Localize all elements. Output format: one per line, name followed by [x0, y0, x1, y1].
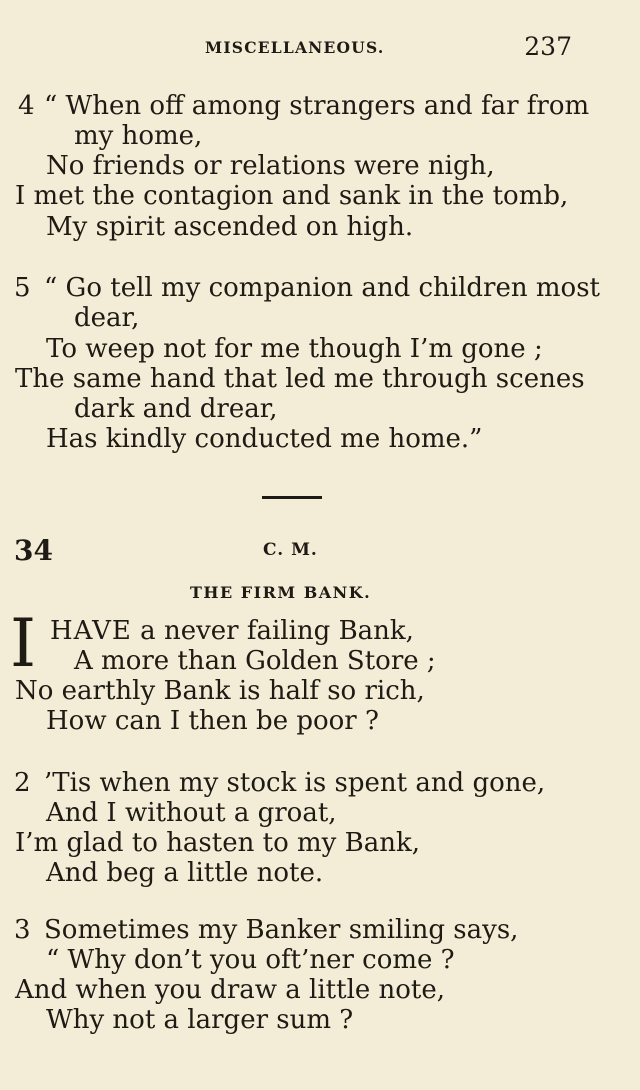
page-header — [0, 32, 640, 66]
verse-line: dark and drear, — [74, 394, 278, 424]
verse-line — [50, 616, 414, 646]
first-line-rest: a never failing Bank, — [131, 616, 414, 646]
hymn-title: THE FIRM BANK. — [190, 583, 372, 602]
verse-line: To weep not for me though I’m gone ; — [46, 334, 543, 364]
drop-cap: I — [10, 605, 37, 682]
verse-line: The same hand that led me through scenes — [15, 364, 585, 394]
verse-line: And beg a little note. — [46, 858, 324, 888]
verse-line: “ When off among strangers and far from — [44, 91, 590, 121]
verse-line: And I without a groat, — [46, 798, 337, 828]
verse-line: No friends or relations were nigh, — [46, 151, 495, 181]
first-word: HAVE — [50, 616, 132, 646]
verse-line: my home, — [74, 121, 203, 151]
running-head: MISCELLANEOUS. — [205, 38, 385, 57]
section-divider — [262, 496, 322, 499]
page-number: 237 — [524, 32, 572, 61]
verse-line: ’Tis when my stock is spent and gone, — [44, 768, 546, 798]
verse-line: I’m glad to hasten to my Bank, — [15, 828, 420, 858]
verse-line: “ Go tell my companion and children most — [44, 273, 600, 303]
stanza-number: 4 — [18, 91, 35, 121]
verse-line: No earthly Bank is half so rich, — [15, 676, 425, 706]
hymn-meter: C. M. — [263, 540, 318, 560]
verse-line: Has kindly conducted me home.” — [46, 424, 483, 454]
verse-line: Sometimes my Banker smiling says, — [44, 915, 519, 945]
stanza-number: 5 — [14, 273, 31, 303]
verse-line: dear, — [74, 303, 140, 333]
verse-line: My spirit ascended on high. — [46, 212, 414, 242]
stanza-number: 2 — [14, 768, 31, 798]
stanza-number: 3 — [14, 915, 31, 945]
verse-line: Why not a larger sum ? — [46, 1005, 354, 1035]
verse-line: How can I then be poor ? — [46, 706, 379, 736]
verse-line: A more than Golden Store ; — [74, 646, 436, 676]
verse-line: I met the contagion and sank in the tomb, — [15, 181, 569, 211]
hymn-number: 34 — [14, 534, 53, 567]
verse-line: And when you draw a little note, — [15, 975, 446, 1005]
verse-line: “ Why don’t you oft’ner come ? — [46, 945, 455, 975]
